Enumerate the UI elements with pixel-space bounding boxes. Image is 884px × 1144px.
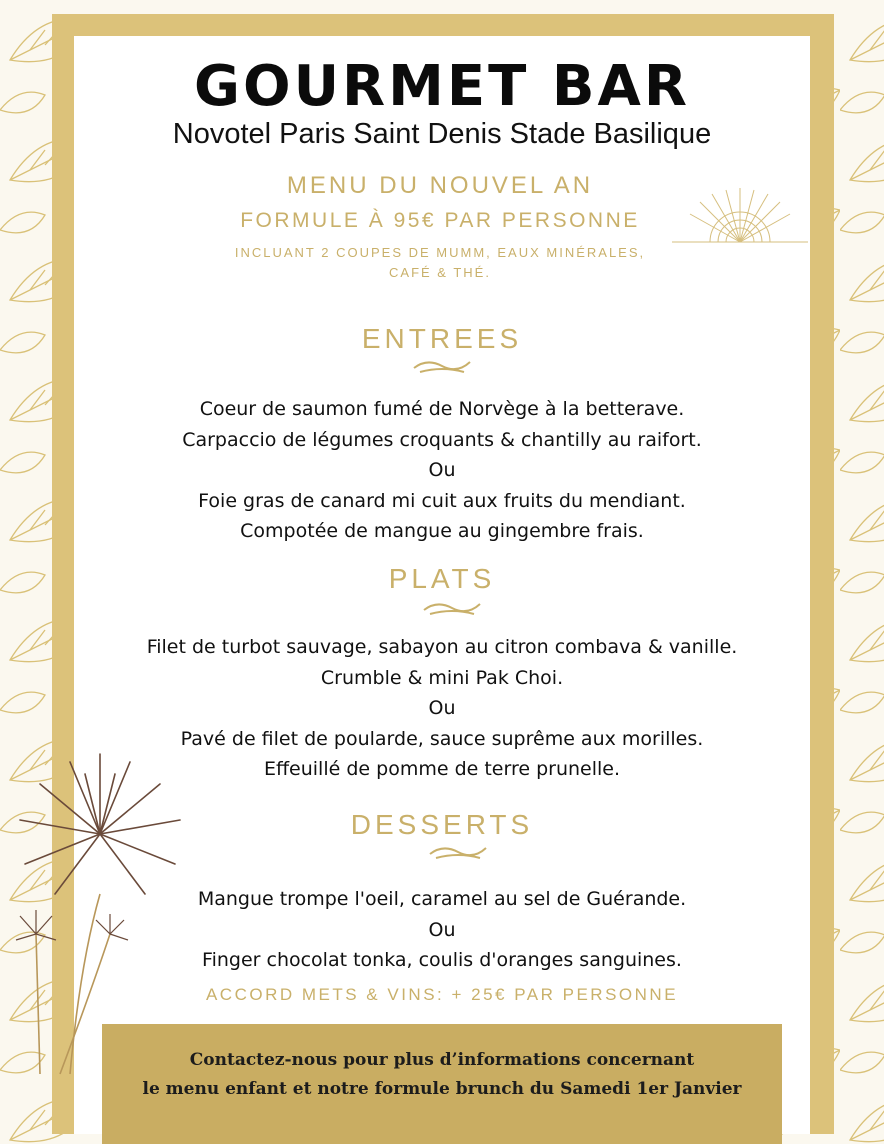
menu-line: Carpaccio de légumes croquants & chantilly au raifort. bbox=[182, 428, 702, 451]
includes-text bbox=[190, 243, 690, 283]
menu-line: Effeuillé de pomme de terre prunelle. bbox=[263, 758, 621, 780]
flourish-icon bbox=[422, 598, 482, 618]
menu-line: Filet de turbot sauvage, sabayon au citron combava & vanille. bbox=[146, 636, 738, 658]
hotel-name: Novotel Paris Saint Denis Stade Basilique bbox=[172, 118, 712, 150]
contact-text bbox=[102, 1046, 782, 1104]
sunburst-icon bbox=[672, 184, 808, 248]
contact-line: Contactez-nous pour plus d’informations concernant bbox=[189, 1050, 695, 1070]
includes-line: INCLUANT 2 COUPES DE MUMM, EAUX MINÉRALES, bbox=[234, 245, 646, 260]
menu-line: Foie gras de canard mi cuit aux fruits du mendiant. bbox=[198, 489, 686, 512]
entrees-list bbox=[74, 394, 810, 547]
page-title: GOURMET BAR bbox=[194, 54, 690, 119]
menu-line: Compotée de mangue au gingembre frais. bbox=[240, 520, 644, 542]
menu-line: Ou bbox=[428, 697, 456, 719]
menu-line: Ou bbox=[428, 459, 456, 481]
menu-line: Pavé de filet de poularde, sauce suprême aux morilles. bbox=[180, 727, 704, 750]
flourish-icon bbox=[412, 356, 472, 376]
menu-line: Crumble & mini Pak Choi. bbox=[320, 666, 564, 689]
menu-line: Finger chocolat tonka, coulis d'oranges sanguines. bbox=[202, 949, 682, 971]
formule-price: FORMULE À 95€ PAR PERSONNE bbox=[240, 209, 640, 232]
wine-pairing-text: ACCORD METS & VINS: + 25€ PAR PERSONNE bbox=[205, 985, 679, 1004]
includes-line: CAFÉ & THÉ. bbox=[389, 265, 491, 280]
menu-title: MENU DU NOUVEL AN bbox=[286, 172, 594, 199]
menu-line: Ou bbox=[428, 918, 456, 941]
contact-line: le menu enfant et notre formule brunch du Samedi 1er Janvier bbox=[142, 1079, 742, 1099]
section-title-desserts: DESSERTS bbox=[350, 809, 534, 840]
menu-line: Mangue trompe l'oeil, caramel au sel de Guérande. bbox=[197, 888, 687, 910]
section-title-entrees: ENTREES bbox=[361, 323, 523, 354]
menu-line: Coeur de saumon fumé de Norvège à la betterave. bbox=[199, 398, 685, 420]
section-title-plats: PLATS bbox=[388, 563, 496, 594]
flourish-icon bbox=[428, 842, 488, 862]
